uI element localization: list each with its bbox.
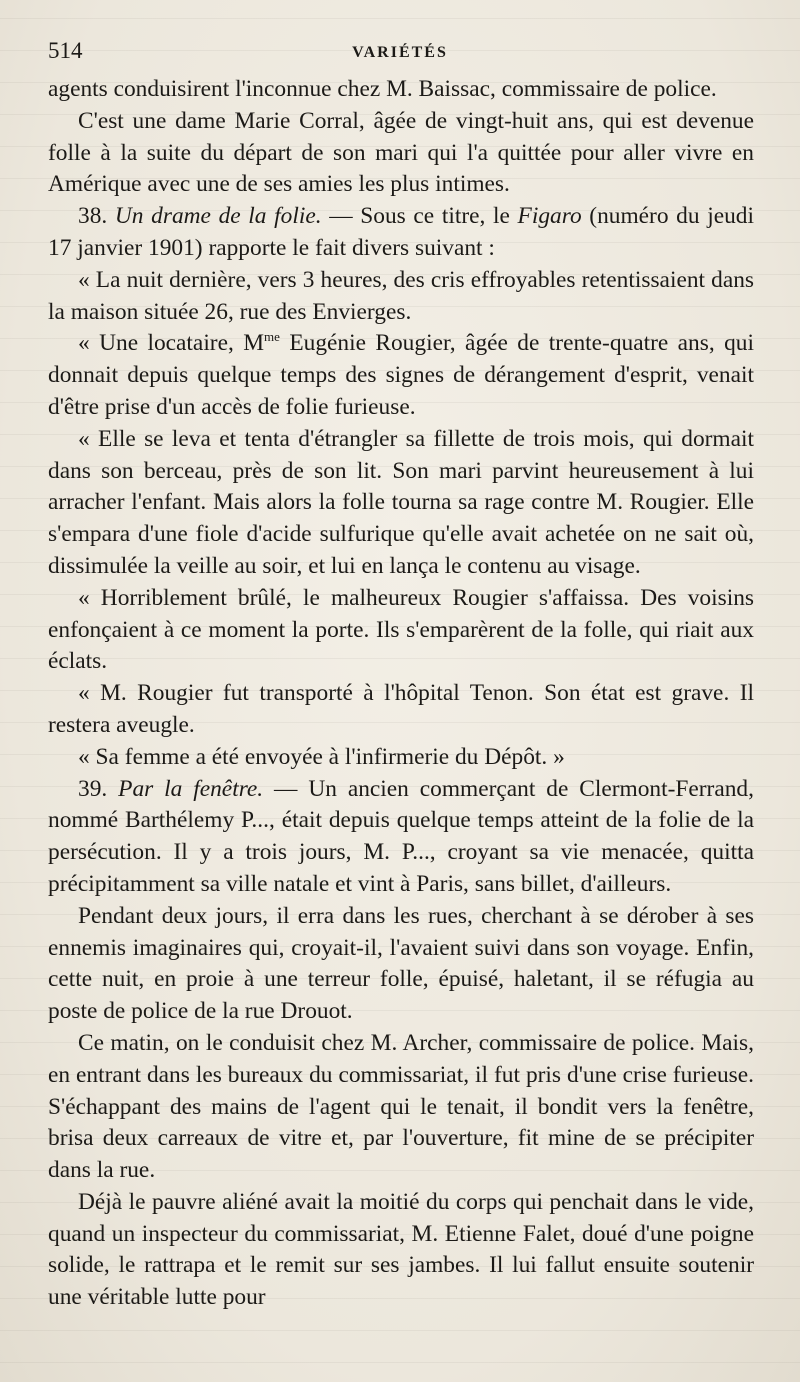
paragraph: « M. Rougier fut transporté à l'hôpital Tenon. Son état est grave. Il restera aveugle. — [48, 680, 754, 738]
item-title: Un drame de la folie. — [114, 203, 322, 230]
paragraph: « Une locataire, $M^{me}$ Eugénie Rougier, âgée de trente-quatre ans, qui donnait depuis quelque temps des signes de dérangement d'esprit, venait d'être prise d'un accès de folie furieuse. — [48, 329, 754, 420]
item-number: 38. — [78, 203, 108, 230]
page-header — [48, 32, 752, 68]
page-number: 514 — [48, 38, 83, 63]
paragraph: « Elle se leva et tenta d'étrangler sa fillette de trois mois, qui dormait dans son berceau, près de son lit. Son mari parvint heureusement à lui arracher l'enfant. Mais alors la folle tourna sa rage contre M. Rougier. Elle s'empara d'une fiole d'acide sulfurique qu'elle avait achetée on ne sait où, dissimulée la veille au soir, et lui en lança le contenu au visage. — [48, 425, 754, 579]
paragraph: « Horriblement brûlé, le malheureux Rougier s'affaissa. Des voisins enfonçaient à ce moment la porte. Ils s'emparèrent de la folle, qui riait aux éclats. — [48, 584, 754, 675]
paragraph: Pendant deux jours, il erra dans les rues, cherchant à se dérober à ses ennemis imaginaires qui, croyait-il, l'avaient suivi dans son voyage. Enfin, cette nuit, en proie à une terreur folle, épuisé, haletant, il se réfugia au poste de police de la rue Drouot. — [48, 902, 754, 1025]
running-title: VARIÉTÉS — [352, 44, 448, 61]
newspaper-name: Figaro — [517, 203, 582, 230]
paragraph: « La nuit dernière, vers 3 heures, des cris effroyables retentissaient dans la maison située 26, rue des Envierges. — [48, 266, 754, 325]
paragraph: agents conduisirent l'inconnue chez M. Baissac, commissaire de police. — [48, 76, 717, 102]
paragraph: Déjà le pauvre aliéné avait la moitié du corps qui penchait dans le vide, quand un inspecteur du commissariat, M. Etienne Falet, doué d'une poigne solide, le rattrapa et le remit sur ses jambes. Il lui fallut ensuite soutenir une véritable lutte pour — [48, 1188, 754, 1311]
item-number: 39. — [78, 775, 108, 802]
paragraph: Ce matin, on le conduisit chez M. Archer, commissaire de police. Mais, en entrant dans les bureaux du commissariat, il fut pris d'une crise furieuse. S'échappant des mains de l'agent qui le tenait, il bondit vers la fenêtre, brisa deux carreaux de vitre et, par l'ouverture, fit mine de se précipiter dans la rue. — [48, 1029, 754, 1184]
item-title: Par la fenêtre. — [118, 775, 264, 802]
paragraph-item-39: 39. Par la fenêtre. — Un ancien commerçant de Clermont-Ferrand, nommé Barthélemy P..., était depuis quelque temps atteint de la folie de la persécution. Il y a trois jours, M. P..., croyant sa vie menacée, quitta précipitamment sa ville natale et vint à Paris, sans billet, d'ailleurs. — [48, 775, 754, 897]
paragraph-item-38: 38. Un drame de la folie. — Sous ce titre, le Figaro (numéro du jeudi 17 janvier 1901) rapporte le fait divers suivant : — [48, 203, 754, 261]
paragraph: C'est une dame Marie Corral, âgée de vingt-huit ans, qui est devenue folle à la suite du départ de son mari qui l'a quittée pour aller vivre en Amérique avec une de ses amies les plus intimes. — [48, 107, 754, 198]
paragraph: « Sa femme a été envoyée à l'infirmerie du Dépôt. » — [78, 743, 565, 770]
body-text — [48, 74, 754, 1314]
